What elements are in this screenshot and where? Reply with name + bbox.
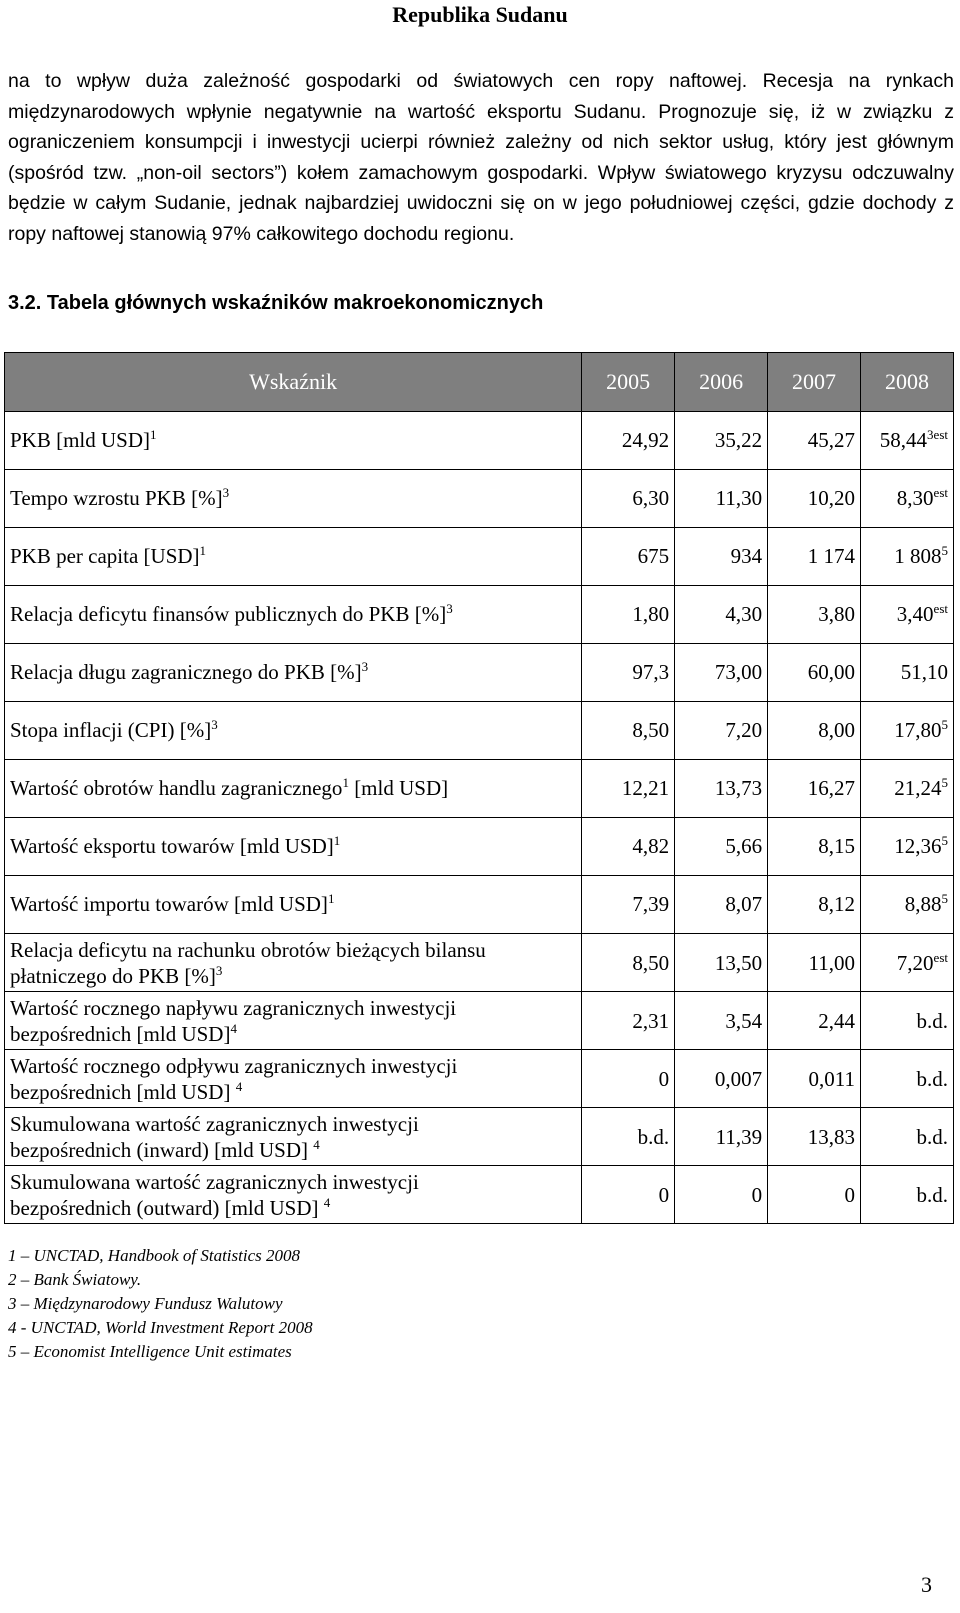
value-cell bbox=[582, 528, 675, 586]
value-cell bbox=[768, 702, 861, 760]
indicator-label-line2: bezpośrednich (inward) [mld USD] bbox=[10, 1137, 314, 1162]
value-cell bbox=[861, 1108, 954, 1166]
value-text: 7,20 bbox=[896, 950, 934, 975]
indicator-label-text: PKB per capita [USD] bbox=[10, 544, 200, 568]
footnote-ref: 4 bbox=[235, 1078, 243, 1094]
value-text: b.d. bbox=[637, 1124, 670, 1149]
footnote: 5 – Economist Intelligence Unit estimates bbox=[8, 1342, 292, 1361]
indicator-label-text: Skumulowana wartość zagranicznych inwestycji bbox=[10, 1169, 419, 1194]
value-text: 8,50 bbox=[632, 950, 670, 975]
table-row bbox=[5, 702, 954, 760]
indicator-label bbox=[5, 470, 582, 528]
value-text: 934 bbox=[730, 544, 763, 568]
indicator-label-text: Wartość rocznego napływu zagranicznych inwestycji bbox=[10, 995, 457, 1020]
value-cell bbox=[582, 934, 675, 992]
value-text: 35,22 bbox=[714, 428, 763, 452]
value-cell bbox=[768, 818, 861, 876]
indicator-label-text: PKB [mld USD] bbox=[10, 428, 151, 452]
value-cell bbox=[675, 1108, 768, 1166]
value-cell bbox=[675, 528, 768, 586]
value-cell bbox=[861, 702, 954, 760]
table-row bbox=[5, 760, 954, 818]
table-header-row bbox=[5, 353, 954, 412]
footnote-ref: 3 bbox=[215, 962, 223, 978]
header-year-2006: 2006 bbox=[675, 353, 768, 412]
value-text: 24,92 bbox=[621, 428, 670, 452]
value-text: 8,15 bbox=[818, 834, 856, 858]
indicator-label bbox=[5, 1050, 582, 1108]
indicator-label bbox=[5, 818, 582, 876]
value-text: 8,88 bbox=[904, 892, 942, 916]
footnote-ref: 1 bbox=[327, 891, 335, 906]
indicator-label-text: Skumulowana wartość zagranicznych inwestycji bbox=[10, 1111, 419, 1136]
value-cell bbox=[861, 528, 954, 586]
value-text: 0 bbox=[751, 1182, 763, 1207]
value-text: 16,27 bbox=[807, 776, 856, 800]
value-cell bbox=[861, 818, 954, 876]
value-cell bbox=[675, 992, 768, 1050]
value-text: 58,44 bbox=[879, 428, 928, 452]
indicator-label-line2: płatniczego do PKB [%] bbox=[10, 963, 216, 988]
indicator-label bbox=[5, 992, 582, 1050]
value-cell bbox=[582, 992, 675, 1050]
value-text: 8,50 bbox=[632, 718, 670, 742]
value-text: 97,3 bbox=[632, 660, 670, 684]
value-cell bbox=[675, 470, 768, 528]
indicator-label-line2: bezpośrednich (outward) [mld USD] bbox=[10, 1195, 324, 1220]
value-text: 3,80 bbox=[818, 602, 856, 626]
value-text: 0,011 bbox=[808, 1066, 856, 1091]
value-cell bbox=[861, 876, 954, 934]
value-text: 2,31 bbox=[632, 1008, 670, 1033]
value-cell bbox=[768, 1050, 861, 1108]
value-cell bbox=[861, 586, 954, 644]
indicator-label-text: Wartość eksportu towarów [mld USD] bbox=[10, 834, 334, 858]
value-text: 10,20 bbox=[807, 486, 856, 510]
header-year-2007: 2007 bbox=[768, 353, 861, 412]
value-note: 5 bbox=[941, 717, 948, 732]
value-cell bbox=[768, 760, 861, 818]
value-text: 8,30 bbox=[896, 486, 934, 510]
footnote: 2 – Bank Światowy. bbox=[8, 1270, 142, 1289]
value-text: 12,36 bbox=[894, 834, 942, 858]
table-row bbox=[5, 1108, 954, 1166]
table-row bbox=[5, 1050, 954, 1108]
footnote-ref: 4 bbox=[230, 1020, 237, 1036]
table-row bbox=[5, 934, 954, 992]
value-cell bbox=[675, 760, 768, 818]
value-text: 3,54 bbox=[725, 1008, 763, 1033]
value-cell bbox=[582, 760, 675, 818]
value-text: 1,80 bbox=[632, 602, 670, 626]
value-cell bbox=[582, 586, 675, 644]
value-cell bbox=[675, 702, 768, 760]
value-text: 0 bbox=[658, 1066, 670, 1091]
value-cell bbox=[861, 1166, 954, 1224]
value-cell bbox=[861, 470, 954, 528]
header-year-2008: 2008 bbox=[861, 353, 954, 412]
value-text: 13,83 bbox=[807, 1124, 856, 1149]
value-text: 0 bbox=[658, 1182, 670, 1207]
page-header-title: Republika Sudanu bbox=[392, 2, 568, 27]
value-cell bbox=[675, 1050, 768, 1108]
table-row bbox=[5, 412, 954, 470]
value-cell bbox=[861, 412, 954, 470]
value-cell bbox=[675, 586, 768, 644]
footnote-ref: 4 bbox=[313, 1136, 320, 1152]
value-text: 7,39 bbox=[632, 892, 670, 916]
table-row bbox=[5, 1166, 954, 1224]
indicator-label bbox=[5, 586, 582, 644]
value-cell bbox=[675, 818, 768, 876]
value-text: b.d. bbox=[916, 1182, 948, 1207]
value-text: 12,21 bbox=[621, 776, 670, 800]
value-text: 5,66 bbox=[725, 834, 763, 858]
value-note: est bbox=[933, 601, 948, 616]
value-text: b.d. bbox=[916, 1008, 948, 1033]
indicator-label-text: Relacja deficytu finansów publicznych do PKB [%] bbox=[10, 602, 447, 626]
value-cell bbox=[582, 1166, 675, 1224]
value-text: 13,73 bbox=[714, 776, 763, 800]
value-text: 4,30 bbox=[725, 602, 763, 626]
value-text: 4,82 bbox=[632, 834, 670, 858]
value-text: 1 174 bbox=[807, 544, 856, 568]
value-cell bbox=[675, 934, 768, 992]
value-cell bbox=[861, 1050, 954, 1108]
indicator-label-text: Stopa inflacji (CPI) [%] bbox=[10, 718, 212, 742]
value-cell bbox=[768, 470, 861, 528]
value-text: 0,007 bbox=[714, 1066, 763, 1091]
footnote: 4 - UNCTAD, World Investment Report 2008 bbox=[8, 1318, 313, 1337]
indicator-label-text: Wartość obrotów handlu zagranicznego bbox=[10, 776, 343, 800]
value-text: 51,10 bbox=[900, 660, 948, 684]
value-text: 21,24 bbox=[894, 776, 942, 800]
footnote-ref: 3 bbox=[446, 601, 453, 616]
value-text: 6,30 bbox=[632, 486, 670, 510]
indicator-label bbox=[5, 1108, 582, 1166]
value-note: 3est bbox=[927, 427, 948, 442]
indicator-label bbox=[5, 760, 582, 818]
value-cell bbox=[582, 1050, 675, 1108]
value-cell bbox=[861, 934, 954, 992]
table-row bbox=[5, 644, 954, 702]
value-text: 8,07 bbox=[725, 892, 763, 916]
value-cell bbox=[582, 702, 675, 760]
value-cell bbox=[861, 644, 954, 702]
macro-indicators-table bbox=[4, 352, 954, 1224]
value-text: b.d. bbox=[916, 1124, 948, 1149]
indicator-label-line2: bezpośrednich [mld USD] bbox=[10, 1021, 231, 1046]
value-text: 11,39 bbox=[715, 1124, 763, 1149]
value-text: 8,12 bbox=[818, 892, 856, 916]
value-cell bbox=[582, 412, 675, 470]
value-text: 17,80 bbox=[894, 718, 942, 742]
value-text: 7,20 bbox=[725, 718, 763, 742]
footnote-ref: 3 bbox=[222, 485, 230, 500]
indicator-label bbox=[5, 702, 582, 760]
table-row bbox=[5, 818, 954, 876]
indicator-label-text: Wartość rocznego odpływu zagranicznych inwestycji bbox=[10, 1053, 458, 1078]
table-row bbox=[5, 528, 954, 586]
value-text: 13,50 bbox=[714, 950, 763, 975]
footnote: 3 – Międzynarodowy Fundusz Walutowy bbox=[8, 1294, 283, 1313]
table-row bbox=[5, 586, 954, 644]
value-text: 675 bbox=[637, 544, 670, 568]
table-body bbox=[5, 412, 954, 1224]
indicator-label bbox=[5, 876, 582, 934]
indicator-label bbox=[5, 528, 582, 586]
value-cell bbox=[768, 934, 861, 992]
value-text: 45,27 bbox=[807, 428, 856, 452]
value-cell bbox=[768, 876, 861, 934]
page-number: 3 bbox=[921, 1572, 932, 1597]
value-cell bbox=[582, 818, 675, 876]
value-text: 11,00 bbox=[808, 950, 856, 975]
value-text: 2,44 bbox=[818, 1008, 856, 1033]
footnote-ref: 1 bbox=[333, 833, 341, 848]
value-cell bbox=[768, 528, 861, 586]
footnote-ref: 1 bbox=[199, 543, 207, 558]
value-text: 73,00 bbox=[714, 660, 763, 684]
footnote-ref: 3 bbox=[211, 717, 218, 732]
value-note: 5 bbox=[941, 833, 948, 848]
value-cell bbox=[768, 1108, 861, 1166]
value-cell bbox=[768, 412, 861, 470]
value-text: 0 bbox=[844, 1182, 856, 1207]
value-cell bbox=[768, 644, 861, 702]
indicator-label bbox=[5, 644, 582, 702]
value-text: 60,00 bbox=[807, 660, 856, 684]
indicator-label-text: Tempo wzrostu PKB [%] bbox=[10, 486, 223, 510]
value-cell bbox=[582, 644, 675, 702]
value-cell bbox=[675, 644, 768, 702]
footnote-ref: 1 bbox=[342, 775, 349, 790]
value-cell bbox=[861, 760, 954, 818]
table-row bbox=[5, 992, 954, 1050]
table-row bbox=[5, 470, 954, 528]
footnote: 1 – UNCTAD, Handbook of Statistics 2008 bbox=[8, 1246, 300, 1265]
header-indicator: Wskaźnik bbox=[5, 353, 582, 412]
body-paragraph: na to wpływ duża zależność gospodarki od światowych cen ropy naftowej. Recesja na rynkach międzynarodowych wpłynie negatywnie na wartość eksportu Sudanu. Prognozuje się, iż w związku z ograniczeniem konsumpcji i inwestycji ucierpi również zależny od nich sektor usług, który jest głównym (spośród tzw. „non-oil sectors”) kołem zamachowym gospodarki. Wpływ światowego kryzysu odczuwalny będzie w całym Sudanie, jednak najbardziej uwidoczni się on w jego południowej części, gdzie dochody z ropy naftowej stanowią 97% całkowitego dochodu regionu. bbox=[8, 70, 954, 245]
footnotes bbox=[8, 1244, 313, 1364]
footnote-ref: 3 bbox=[361, 659, 369, 674]
footnote-ref: 4 bbox=[323, 1194, 331, 1210]
indicator-label-text: Relacja długu zagranicznego do PKB [%] bbox=[10, 660, 362, 684]
indicator-label bbox=[5, 412, 582, 470]
indicator-label bbox=[5, 934, 582, 992]
value-note: 5 bbox=[941, 775, 948, 790]
value-cell bbox=[582, 1108, 675, 1166]
value-note: 5 bbox=[941, 891, 948, 906]
value-cell bbox=[582, 470, 675, 528]
value-cell bbox=[768, 992, 861, 1050]
section-heading: 3.2. Tabela głównych wskaźników makroekonomicznych bbox=[8, 292, 544, 314]
indicator-label-tail: [mld USD] bbox=[348, 776, 449, 800]
value-text: b.d. bbox=[916, 1066, 948, 1091]
indicator-label-line2: bezpośrednich [mld USD] bbox=[10, 1079, 236, 1104]
header-year-2005: 2005 bbox=[582, 353, 675, 412]
value-cell bbox=[675, 412, 768, 470]
value-text: 11,30 bbox=[715, 486, 763, 510]
value-cell bbox=[675, 1166, 768, 1224]
value-note: est bbox=[933, 949, 948, 965]
value-cell bbox=[582, 876, 675, 934]
value-note: est bbox=[933, 485, 948, 500]
value-cell bbox=[675, 876, 768, 934]
value-cell bbox=[768, 586, 861, 644]
value-cell bbox=[768, 1166, 861, 1224]
value-note: 5 bbox=[941, 543, 948, 558]
value-text: 3,40 bbox=[896, 602, 934, 626]
value-text: 8,00 bbox=[818, 718, 856, 742]
footnote-ref: 1 bbox=[150, 427, 157, 442]
indicator-label-text: Relacja deficytu na rachunku obrotów bieżących bilansu bbox=[10, 937, 486, 962]
indicator-label bbox=[5, 1166, 582, 1224]
table-row bbox=[5, 876, 954, 934]
value-text: 1 808 bbox=[894, 544, 942, 568]
value-cell bbox=[861, 992, 954, 1050]
indicator-label-text: Wartość importu towarów [mld USD] bbox=[10, 892, 328, 916]
